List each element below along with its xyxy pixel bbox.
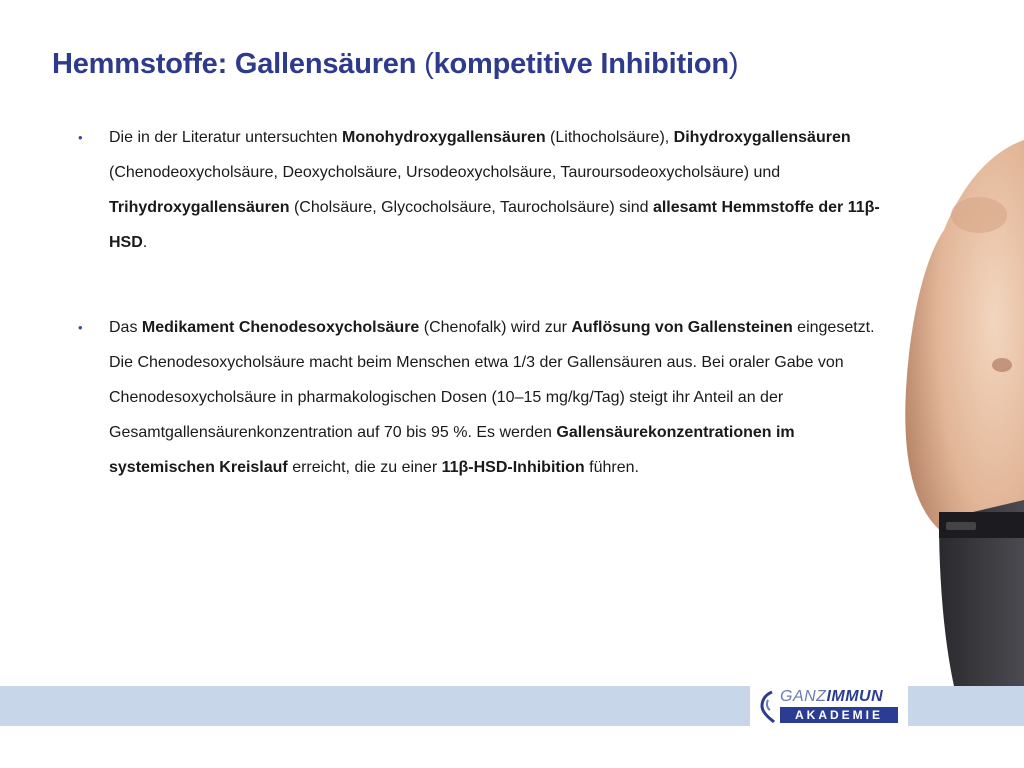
bold-text: Gallensäurekonzentrationen im systemischen Kreislauf [109, 424, 795, 476]
logo-akademie: AKADEMIE [780, 707, 898, 723]
text-run: . [142, 234, 148, 251]
title-subtitle: kompetitive Inhibition [433, 48, 729, 80]
text-run: führen. [584, 459, 639, 476]
text-run: Das [109, 319, 142, 336]
bold-text: Dihydroxygallensäuren [673, 129, 851, 146]
bullet-marker: • [78, 130, 83, 145]
text-run: (Chenofalk) wird zur [419, 319, 572, 336]
bold-text: Trihydroxygallensäuren [109, 199, 290, 216]
bullet-text [109, 129, 880, 251]
text-run: Die in der Literatur untersuchten [109, 129, 343, 146]
text-run: erreicht, die zu einer [287, 459, 442, 476]
ganzimmun-logo [750, 686, 908, 726]
logo-mark-icon [758, 690, 778, 724]
title-main: Hemmstoffe: Gallensäuren [52, 48, 417, 80]
bold-text: Auflösung von Gallensteinen [571, 319, 793, 336]
bullet-text [109, 319, 875, 476]
bold-text: Medikament Chenodesoxycholsäure [141, 319, 420, 336]
text-run: (Lithocholsäure), [545, 129, 674, 146]
slide-title: Hemmstoffe: Gallensäuren (kompetitive Inhibition) [52, 48, 739, 80]
text-run: eingesetzt. Die Chenodesoxycholsäure macht beim Menschen etwa 1/3 der Gallensäuren aus. Bei oraler Gabe von Chenodesoxycholsäure in pharmakologischen Dosen (10–15 mg/kg/Tag) steigt ihr Anteil an der Gesamtgallensäurenkonzentration auf 70 bis 95 %. Es werden [109, 319, 875, 441]
text-run: (Chenodeoxycholsäure, Deoxycholsäure, Ursodeoxycholsäure, Tauroursodeoxycholsäure) und [109, 164, 781, 181]
bullet-list [78, 120, 898, 485]
bullet-marker: • [78, 320, 83, 335]
bold-text: 11β-HSD-Inhibition [441, 459, 585, 476]
bold-text: Monohydroxygallensäuren [342, 129, 546, 146]
belly-photo [884, 140, 1024, 686]
bold-text: allesamt Hemmstoffe der 11β-HSD [109, 199, 880, 251]
text-run: (Cholsäure, Glycocholsäure, Taurocholsäure) sind [289, 199, 653, 216]
bullet-item [78, 120, 898, 260]
bullet-item [78, 310, 898, 485]
logo-wordmark: GANZIMMUN [780, 688, 884, 705]
